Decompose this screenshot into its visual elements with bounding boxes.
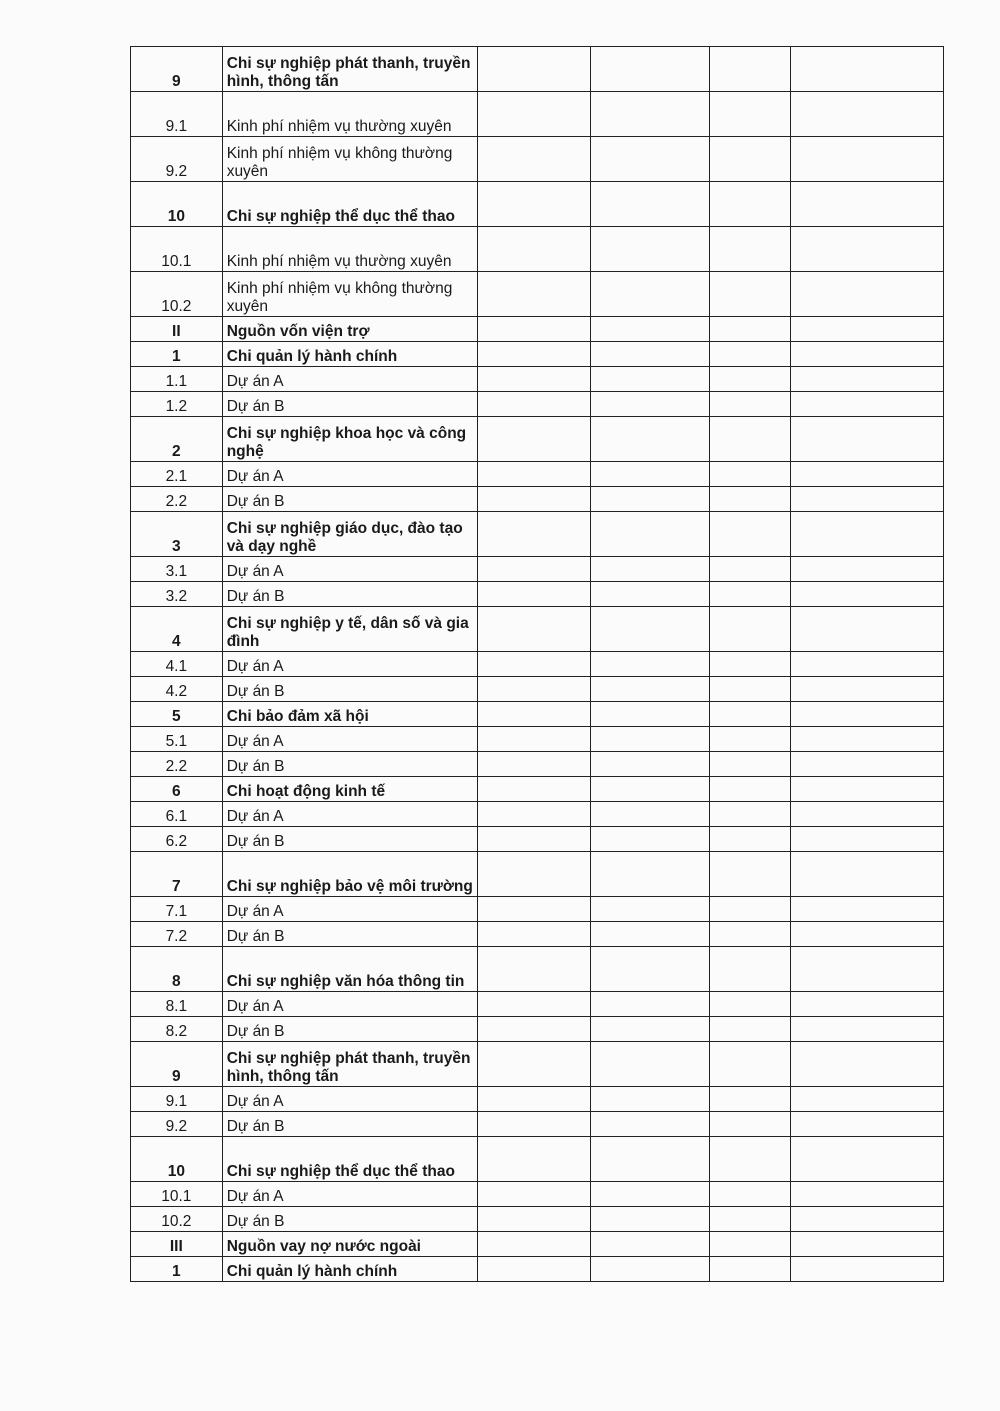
empty-value-cell xyxy=(591,557,709,582)
row-label-cell: Kinh phí nhiệm vụ thường xuyên xyxy=(222,227,478,272)
row-label-cell: Chi sự nghiệp phát thanh, truyền hình, thông tấn xyxy=(222,1042,478,1087)
row-label-cell: Dự án B xyxy=(222,487,478,512)
empty-value-cell xyxy=(478,92,591,137)
empty-value-cell xyxy=(478,1182,591,1207)
table-row xyxy=(131,992,944,1017)
empty-value-cell xyxy=(791,367,944,392)
empty-value-cell xyxy=(478,1207,591,1232)
row-number-cell: 8.1 xyxy=(131,992,223,1017)
empty-value-cell xyxy=(791,1137,944,1182)
empty-value-cell xyxy=(709,557,791,582)
empty-value-cell xyxy=(591,777,709,802)
row-number-cell: 2.1 xyxy=(131,462,223,487)
table-row xyxy=(131,1182,944,1207)
table-row xyxy=(131,897,944,922)
empty-value-cell xyxy=(478,992,591,1017)
row-label-cell: Chi quản lý hành chính xyxy=(222,1257,478,1282)
budget-table-body xyxy=(131,47,944,1282)
table-row xyxy=(131,582,944,607)
table-row xyxy=(131,1137,944,1182)
empty-value-cell xyxy=(591,752,709,777)
row-number-cell: 9.2 xyxy=(131,137,223,182)
row-label-cell: Dự án B xyxy=(222,1017,478,1042)
empty-value-cell xyxy=(709,417,791,462)
empty-value-cell xyxy=(591,677,709,702)
empty-value-cell xyxy=(709,607,791,652)
empty-value-cell xyxy=(591,342,709,367)
empty-value-cell xyxy=(478,922,591,947)
row-label-cell: Chi sự nghiệp phát thanh, truyền hình, thông tấn xyxy=(222,47,478,92)
empty-value-cell xyxy=(791,47,944,92)
empty-value-cell xyxy=(791,512,944,557)
empty-value-cell xyxy=(591,852,709,897)
row-number-cell: III xyxy=(131,1232,223,1257)
row-number-cell: 2 xyxy=(131,417,223,462)
empty-value-cell xyxy=(709,1042,791,1087)
empty-value-cell xyxy=(478,137,591,182)
empty-value-cell xyxy=(709,512,791,557)
table-row xyxy=(131,342,944,367)
table-row xyxy=(131,1257,944,1282)
empty-value-cell xyxy=(791,227,944,272)
empty-value-cell xyxy=(709,677,791,702)
empty-value-cell xyxy=(591,1112,709,1137)
row-label-cell: Dự án A xyxy=(222,462,478,487)
row-number-cell: 5 xyxy=(131,702,223,727)
empty-value-cell xyxy=(478,702,591,727)
empty-value-cell xyxy=(591,487,709,512)
row-number-cell: 1 xyxy=(131,342,223,367)
empty-value-cell xyxy=(709,462,791,487)
table-row xyxy=(131,1087,944,1112)
row-number-cell: 10 xyxy=(131,1137,223,1182)
row-number-cell: 7.1 xyxy=(131,897,223,922)
table-row xyxy=(131,417,944,462)
empty-value-cell xyxy=(478,342,591,367)
empty-value-cell xyxy=(478,727,591,752)
empty-value-cell xyxy=(709,702,791,727)
row-number-cell: 3.1 xyxy=(131,557,223,582)
empty-value-cell xyxy=(591,897,709,922)
empty-value-cell xyxy=(709,487,791,512)
empty-value-cell xyxy=(478,272,591,317)
empty-value-cell xyxy=(478,582,591,607)
empty-value-cell xyxy=(478,317,591,342)
empty-value-cell xyxy=(791,462,944,487)
row-number-cell: 10 xyxy=(131,182,223,227)
row-label-cell: Chi sự nghiệp khoa học và công nghệ xyxy=(222,417,478,462)
empty-value-cell xyxy=(478,1112,591,1137)
table-row xyxy=(131,727,944,752)
row-label-cell: Dự án B xyxy=(222,392,478,417)
empty-value-cell xyxy=(591,1137,709,1182)
empty-value-cell xyxy=(591,652,709,677)
row-label-cell: Dự án A xyxy=(222,727,478,752)
empty-value-cell xyxy=(709,47,791,92)
empty-value-cell xyxy=(709,947,791,992)
empty-value-cell xyxy=(478,417,591,462)
empty-value-cell xyxy=(478,227,591,272)
empty-value-cell xyxy=(591,582,709,607)
empty-value-cell xyxy=(791,317,944,342)
row-number-cell: 4.1 xyxy=(131,652,223,677)
empty-value-cell xyxy=(591,992,709,1017)
empty-value-cell xyxy=(791,852,944,897)
empty-value-cell xyxy=(709,1182,791,1207)
row-label-cell: Dự án A xyxy=(222,1182,478,1207)
empty-value-cell xyxy=(591,1207,709,1232)
row-number-cell: 9.1 xyxy=(131,1087,223,1112)
empty-value-cell xyxy=(478,677,591,702)
table-row xyxy=(131,827,944,852)
row-label-cell: Chi sự nghiệp bảo vệ môi trường xyxy=(222,852,478,897)
row-label-cell: Dự án A xyxy=(222,367,478,392)
table-row xyxy=(131,677,944,702)
empty-value-cell xyxy=(591,512,709,557)
table-row xyxy=(131,392,944,417)
row-label-cell: Kinh phí nhiệm vụ thường xuyên xyxy=(222,92,478,137)
row-label-cell: Dự án A xyxy=(222,992,478,1017)
empty-value-cell xyxy=(791,652,944,677)
empty-value-cell xyxy=(591,1017,709,1042)
empty-value-cell xyxy=(791,1087,944,1112)
empty-value-cell xyxy=(709,182,791,227)
empty-value-cell xyxy=(709,272,791,317)
table-row xyxy=(131,557,944,582)
row-label-cell: Dự án A xyxy=(222,652,478,677)
empty-value-cell xyxy=(709,1087,791,1112)
table-row xyxy=(131,462,944,487)
empty-value-cell xyxy=(478,1232,591,1257)
empty-value-cell xyxy=(709,897,791,922)
empty-value-cell xyxy=(591,947,709,992)
row-label-cell: Nguồn vay nợ nước ngoài xyxy=(222,1232,478,1257)
table-row xyxy=(131,802,944,827)
table-row xyxy=(131,607,944,652)
row-label-cell: Dự án A xyxy=(222,1087,478,1112)
empty-value-cell xyxy=(478,1257,591,1282)
row-label-cell: Dự án A xyxy=(222,557,478,582)
row-number-cell: 9 xyxy=(131,47,223,92)
table-row xyxy=(131,752,944,777)
row-label-cell: Dự án A xyxy=(222,802,478,827)
empty-value-cell xyxy=(709,752,791,777)
empty-value-cell xyxy=(709,922,791,947)
row-number-cell: 10.2 xyxy=(131,1207,223,1232)
empty-value-cell xyxy=(709,1232,791,1257)
row-number-cell: 6.2 xyxy=(131,827,223,852)
empty-value-cell xyxy=(591,1042,709,1087)
row-number-cell: 6 xyxy=(131,777,223,802)
empty-value-cell xyxy=(478,1137,591,1182)
empty-value-cell xyxy=(709,367,791,392)
row-number-cell: 7.2 xyxy=(131,922,223,947)
empty-value-cell xyxy=(478,947,591,992)
empty-value-cell xyxy=(478,652,591,677)
empty-value-cell xyxy=(709,92,791,137)
row-label-cell: Chi sự nghiệp giáo dục, đào tạo và dạy nghề xyxy=(222,512,478,557)
row-number-cell: 1.2 xyxy=(131,392,223,417)
row-label-cell: Chi sự nghiệp thể dục thể thao xyxy=(222,182,478,227)
empty-value-cell xyxy=(791,92,944,137)
table-row xyxy=(131,1207,944,1232)
empty-value-cell xyxy=(791,1182,944,1207)
table-row xyxy=(131,92,944,137)
empty-value-cell xyxy=(478,607,591,652)
table-row xyxy=(131,652,944,677)
row-number-cell: 10.2 xyxy=(131,272,223,317)
empty-value-cell xyxy=(591,802,709,827)
empty-value-cell xyxy=(709,652,791,677)
empty-value-cell xyxy=(478,752,591,777)
empty-value-cell xyxy=(591,92,709,137)
row-label-cell: Dự án B xyxy=(222,1207,478,1232)
table-row xyxy=(131,1112,944,1137)
empty-value-cell xyxy=(791,557,944,582)
row-label-cell: Chi sự nghiệp y tế, dân số và gia đình xyxy=(222,607,478,652)
empty-value-cell xyxy=(591,392,709,417)
row-label-cell: Dự án B xyxy=(222,677,478,702)
row-number-cell: 6.1 xyxy=(131,802,223,827)
empty-value-cell xyxy=(478,47,591,92)
row-number-cell: 9.2 xyxy=(131,1112,223,1137)
empty-value-cell xyxy=(478,1087,591,1112)
table-row xyxy=(131,227,944,272)
table-row xyxy=(131,1017,944,1042)
empty-value-cell xyxy=(591,827,709,852)
empty-value-cell xyxy=(478,462,591,487)
empty-value-cell xyxy=(709,827,791,852)
empty-value-cell xyxy=(478,802,591,827)
table-row xyxy=(131,947,944,992)
empty-value-cell xyxy=(791,582,944,607)
empty-value-cell xyxy=(709,802,791,827)
row-label-cell: Nguồn vốn viện trợ xyxy=(222,317,478,342)
empty-value-cell xyxy=(709,137,791,182)
empty-value-cell xyxy=(591,47,709,92)
row-number-cell: 2.2 xyxy=(131,487,223,512)
table-row xyxy=(131,512,944,557)
empty-value-cell xyxy=(591,1232,709,1257)
empty-value-cell xyxy=(591,1182,709,1207)
empty-value-cell xyxy=(791,272,944,317)
empty-value-cell xyxy=(791,417,944,462)
empty-value-cell xyxy=(791,1207,944,1232)
empty-value-cell xyxy=(591,367,709,392)
table-row xyxy=(131,182,944,227)
row-number-cell: 4 xyxy=(131,607,223,652)
empty-value-cell xyxy=(709,1017,791,1042)
empty-value-cell xyxy=(791,897,944,922)
empty-value-cell xyxy=(709,227,791,272)
empty-value-cell xyxy=(791,922,944,947)
row-label-cell: Dự án B xyxy=(222,582,478,607)
empty-value-cell xyxy=(791,827,944,852)
empty-value-cell xyxy=(791,1257,944,1282)
empty-value-cell xyxy=(478,557,591,582)
row-label-cell: Kinh phí nhiệm vụ không thường xuyên xyxy=(222,137,478,182)
empty-value-cell xyxy=(709,1207,791,1232)
empty-value-cell xyxy=(791,802,944,827)
row-label-cell: Chi hoạt động kinh tế xyxy=(222,777,478,802)
empty-value-cell xyxy=(791,1112,944,1137)
empty-value-cell xyxy=(478,897,591,922)
row-number-cell: 3.2 xyxy=(131,582,223,607)
row-number-cell: 8.2 xyxy=(131,1017,223,1042)
empty-value-cell xyxy=(791,342,944,367)
table-row xyxy=(131,137,944,182)
table-row xyxy=(131,702,944,727)
table-row xyxy=(131,47,944,92)
empty-value-cell xyxy=(591,1087,709,1112)
empty-value-cell xyxy=(591,317,709,342)
table-row xyxy=(131,367,944,392)
empty-value-cell xyxy=(709,852,791,897)
empty-value-cell xyxy=(791,777,944,802)
row-label-cell: Chi quản lý hành chính xyxy=(222,342,478,367)
table-row xyxy=(131,317,944,342)
table-row xyxy=(131,777,944,802)
row-label-cell: Dự án B xyxy=(222,922,478,947)
empty-value-cell xyxy=(709,1137,791,1182)
empty-value-cell xyxy=(709,392,791,417)
row-label-cell: Dự án B xyxy=(222,827,478,852)
empty-value-cell xyxy=(591,137,709,182)
row-number-cell: 1 xyxy=(131,1257,223,1282)
table-row xyxy=(131,272,944,317)
table-row xyxy=(131,1232,944,1257)
row-number-cell: 4.2 xyxy=(131,677,223,702)
empty-value-cell xyxy=(591,417,709,462)
empty-value-cell xyxy=(791,702,944,727)
empty-value-cell xyxy=(791,992,944,1017)
empty-value-cell xyxy=(709,992,791,1017)
empty-value-cell xyxy=(478,487,591,512)
empty-value-cell xyxy=(709,317,791,342)
row-number-cell: 10.1 xyxy=(131,1182,223,1207)
empty-value-cell xyxy=(791,677,944,702)
empty-value-cell xyxy=(709,777,791,802)
empty-value-cell xyxy=(478,512,591,557)
empty-value-cell xyxy=(591,182,709,227)
row-label-cell: Chi sự nghiệp thể dục thể thao xyxy=(222,1137,478,1182)
table-row xyxy=(131,922,944,947)
empty-value-cell xyxy=(791,1042,944,1087)
empty-value-cell xyxy=(478,827,591,852)
empty-value-cell xyxy=(709,727,791,752)
empty-value-cell xyxy=(591,227,709,272)
empty-value-cell xyxy=(591,272,709,317)
row-number-cell: 5.1 xyxy=(131,727,223,752)
empty-value-cell xyxy=(791,1232,944,1257)
row-number-cell: II xyxy=(131,317,223,342)
empty-value-cell xyxy=(791,137,944,182)
empty-value-cell xyxy=(791,947,944,992)
row-label-cell: Dự án B xyxy=(222,752,478,777)
empty-value-cell xyxy=(791,1017,944,1042)
empty-value-cell xyxy=(591,607,709,652)
empty-value-cell xyxy=(709,342,791,367)
empty-value-cell xyxy=(591,922,709,947)
row-label-cell: Chi bảo đảm xã hội xyxy=(222,702,478,727)
empty-value-cell xyxy=(478,1042,591,1087)
empty-value-cell xyxy=(709,582,791,607)
row-label-cell: Chi sự nghiệp văn hóa thông tin xyxy=(222,947,478,992)
row-number-cell: 9.1 xyxy=(131,92,223,137)
empty-value-cell xyxy=(478,182,591,227)
row-number-cell: 1.1 xyxy=(131,367,223,392)
empty-value-cell xyxy=(591,1257,709,1282)
empty-value-cell xyxy=(791,752,944,777)
empty-value-cell xyxy=(791,727,944,752)
row-number-cell: 3 xyxy=(131,512,223,557)
empty-value-cell xyxy=(591,702,709,727)
empty-value-cell xyxy=(709,1112,791,1137)
row-number-cell: 9 xyxy=(131,1042,223,1087)
row-number-cell: 10.1 xyxy=(131,227,223,272)
table-row xyxy=(131,487,944,512)
empty-value-cell xyxy=(709,1257,791,1282)
table-row xyxy=(131,852,944,897)
row-number-cell: 8 xyxy=(131,947,223,992)
row-number-cell: 7 xyxy=(131,852,223,897)
empty-value-cell xyxy=(478,392,591,417)
row-label-cell: Kinh phí nhiệm vụ không thường xuyên xyxy=(222,272,478,317)
table-row xyxy=(131,1042,944,1087)
empty-value-cell xyxy=(791,182,944,227)
empty-value-cell xyxy=(478,777,591,802)
empty-value-cell xyxy=(791,607,944,652)
row-number-cell: 2.2 xyxy=(131,752,223,777)
empty-value-cell xyxy=(591,727,709,752)
empty-value-cell xyxy=(478,367,591,392)
empty-value-cell xyxy=(591,462,709,487)
empty-value-cell xyxy=(478,1017,591,1042)
row-label-cell: Dự án B xyxy=(222,1112,478,1137)
empty-value-cell xyxy=(791,487,944,512)
budget-table xyxy=(130,46,944,1282)
empty-value-cell xyxy=(478,852,591,897)
row-label-cell: Dự án A xyxy=(222,897,478,922)
empty-value-cell xyxy=(791,392,944,417)
